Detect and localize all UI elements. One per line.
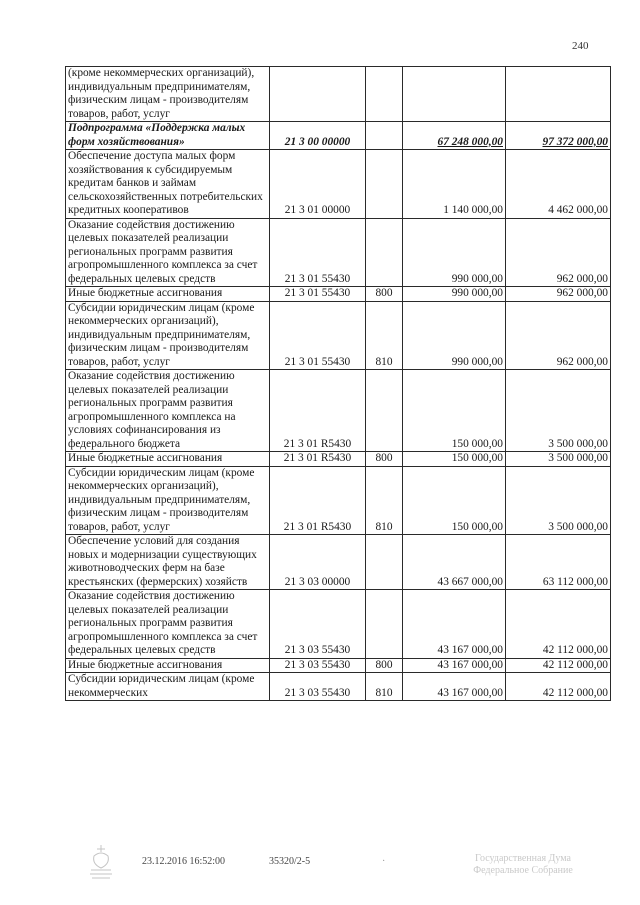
target-code-cell: 21 3 01 R5430 [270, 466, 366, 535]
item-name-cell: Обеспечение условий для создания новых и модернизации существующих животноводческих ферм на базе крестьянских (фермерских) хозяйств [66, 535, 270, 590]
amount-year-2-cell: 962 000,00 [506, 301, 611, 370]
budget-table [65, 66, 611, 701]
target-code-cell: 21 3 01 R5430 [270, 370, 366, 452]
amount-year-2-cell: 962 000,00 [506, 287, 611, 302]
amount-year-1-cell: 43 667 000,00 [403, 535, 506, 590]
footer-dot: · [382, 856, 386, 867]
table-row [66, 590, 611, 659]
item-name-cell: Иные бюджетные ассигнования [66, 658, 270, 673]
amount-year-1-cell: 990 000,00 [403, 287, 506, 302]
table-row [66, 466, 611, 535]
target-code-cell: 21 3 00 00000 [270, 122, 366, 150]
amount-year-2-cell: 962 000,00 [506, 218, 611, 287]
expense-type-cell [366, 67, 403, 122]
target-code-cell: 21 3 03 55430 [270, 658, 366, 673]
emblem-icon [86, 842, 116, 882]
table-row [66, 150, 611, 219]
table-row [66, 452, 611, 467]
table-row [66, 287, 611, 302]
expense-type-cell [366, 370, 403, 452]
expense-type-cell: 810 [366, 301, 403, 370]
item-name-cell: Обеспечение доступа малых форм хозяйствования к субсидируемым кредитам банков и займам сельскохозяйственных потребительских кредитных кооперативов [66, 150, 270, 219]
amount-year-1-cell: 990 000,00 [403, 301, 506, 370]
target-code-cell: 21 3 03 00000 [270, 535, 366, 590]
item-name-cell: Субсидии юридическим лицам (кроме некоммерческих организаций), индивидуальным предпринимателям, физическим лицам - производителям товаров, работ, услуг [66, 301, 270, 370]
amount-year-1-cell: 67 248 000,00 [403, 122, 506, 150]
amount-year-1-cell: 43 167 000,00 [403, 673, 506, 701]
target-code-cell [270, 67, 366, 122]
amount-year-2-cell [506, 67, 611, 122]
table-row [66, 535, 611, 590]
budget-table-body [66, 67, 611, 701]
target-code-cell: 21 3 01 00000 [270, 150, 366, 219]
item-name-cell: Субсидии юридическим лицам (кроме некоммерческих организаций), индивидуальным предпринимателям, физическим лицам - производителям товаров, работ, услуг [66, 466, 270, 535]
amount-year-2-cell: 4 462 000,00 [506, 150, 611, 219]
amount-year-1-cell: 150 000,00 [403, 452, 506, 467]
item-name-cell: Подпрограмма «Поддержка малых форм хозяйствования» [66, 122, 270, 150]
amount-year-2-cell: 42 112 000,00 [506, 590, 611, 659]
amount-year-1-cell: 43 167 000,00 [403, 590, 506, 659]
amount-year-2-cell: 3 500 000,00 [506, 370, 611, 452]
expense-type-cell [366, 218, 403, 287]
item-name-cell: Иные бюджетные ассигнования [66, 452, 270, 467]
table-row [66, 122, 611, 150]
table-row [66, 370, 611, 452]
item-name-cell: (кроме некоммерческих организаций), индивидуальным предпринимателям, физическим лицам - производителям товаров, работ, услуг [66, 67, 270, 122]
amount-year-1-cell [403, 67, 506, 122]
amount-year-2-cell: 63 112 000,00 [506, 535, 611, 590]
footer-date: 23.12.2016 16:52:00 [142, 856, 226, 867]
amount-year-2-cell: 3 500 000,00 [506, 466, 611, 535]
target-code-cell: 21 3 01 55430 [270, 218, 366, 287]
table-row [66, 218, 611, 287]
footer-doc-number: 35320/2-5 [269, 856, 311, 867]
table-row [66, 67, 611, 122]
amount-year-1-cell: 150 000,00 [403, 370, 506, 452]
target-code-cell: 21 3 01 55430 [270, 301, 366, 370]
expense-type-cell: 800 [366, 452, 403, 467]
amount-year-2-cell: 3 500 000,00 [506, 452, 611, 467]
target-code-cell: 21 3 03 55430 [270, 590, 366, 659]
amount-year-2-cell: 97 372 000,00 [506, 122, 611, 150]
table-row [66, 658, 611, 673]
expense-type-cell: 800 [366, 658, 403, 673]
item-name-cell: Оказание содействия достижению целевых показателей реализации региональных программ развития агропромышленного комплекса за счет федеральных целевых средств [66, 590, 270, 659]
expense-type-cell [366, 590, 403, 659]
expense-type-cell: 810 [366, 673, 403, 701]
table-row [66, 301, 611, 370]
expense-type-cell [366, 150, 403, 219]
expense-type-cell: 800 [366, 287, 403, 302]
item-name-cell: Оказание содействия достижению целевых показателей реализации региональных программ развития агропромышленного комплекса на условиях софинансирования из федерального бюджета [66, 370, 270, 452]
amount-year-1-cell: 990 000,00 [403, 218, 506, 287]
amount-year-1-cell: 150 000,00 [403, 466, 506, 535]
expense-type-cell: 810 [366, 466, 403, 535]
amount-year-1-cell: 43 167 000,00 [403, 658, 506, 673]
page-number: 240 [572, 40, 589, 52]
expense-type-cell [366, 122, 403, 150]
amount-year-1-cell: 1 140 000,00 [403, 150, 506, 219]
item-name-cell: Оказание содействия достижению целевых показателей реализации региональных программ развития агропромышленного комплекса за счет федеральных целевых средств [66, 218, 270, 287]
stamp-text: Государственная Дума Федеральное Собрание [473, 853, 573, 876]
amount-year-2-cell: 42 112 000,00 [506, 658, 611, 673]
target-code-cell: 21 3 01 R5430 [270, 452, 366, 467]
target-code-cell: 21 3 01 55430 [270, 287, 366, 302]
target-code-cell: 21 3 03 55430 [270, 673, 366, 701]
table-row [66, 673, 611, 701]
expense-type-cell [366, 535, 403, 590]
item-name-cell: Иные бюджетные ассигнования [66, 287, 270, 302]
amount-year-2-cell: 42 112 000,00 [506, 673, 611, 701]
item-name-cell: Субсидии юридическим лицам (кроме некоммерческих [66, 673, 270, 701]
